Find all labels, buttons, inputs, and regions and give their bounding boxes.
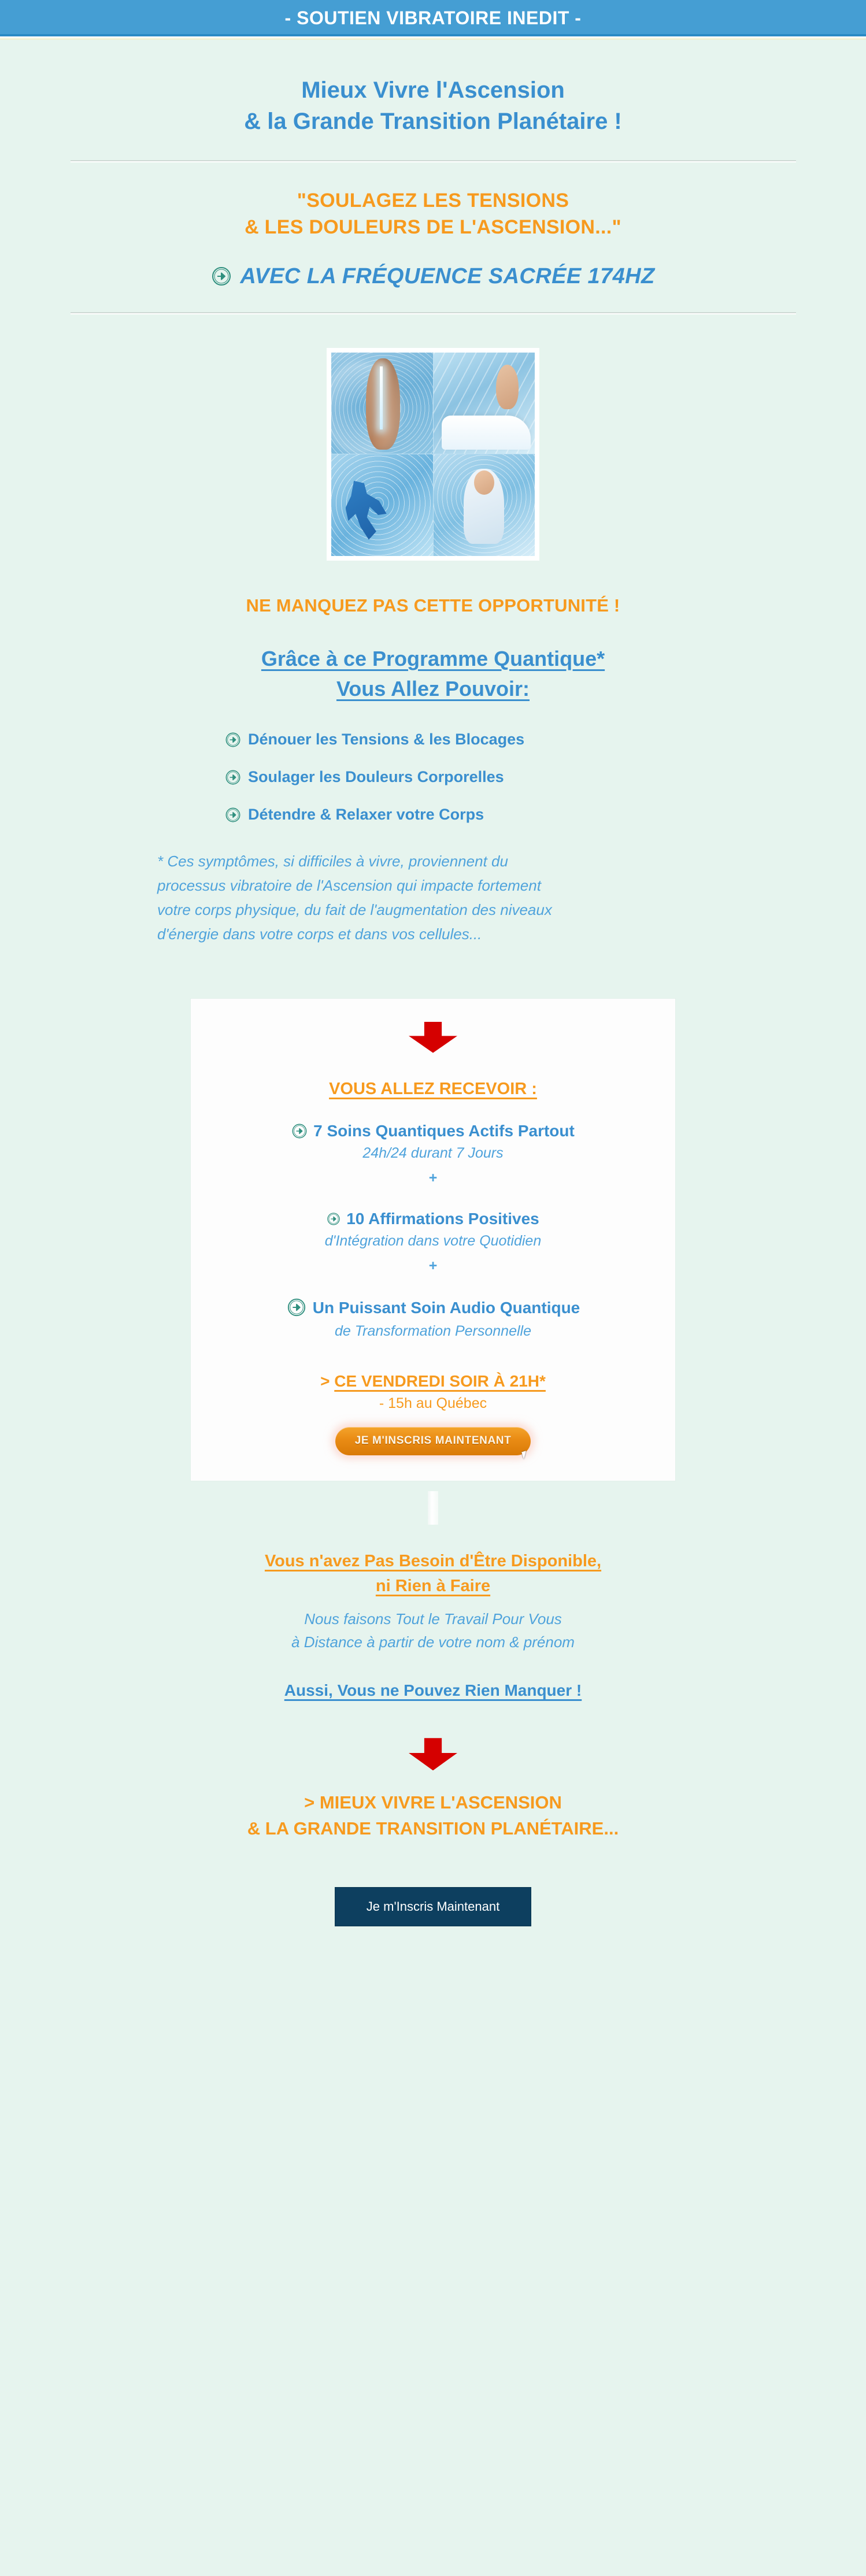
footnote-line-1: * Ces symptômes, si difficiles à vivre, proviennent du bbox=[157, 853, 508, 870]
banner-underline-rule bbox=[0, 36, 866, 40]
banner-title: - SOUTIEN VIBRATOIRE INEDIT - bbox=[284, 8, 582, 28]
collage-tile-bath bbox=[434, 353, 535, 454]
reassurance-text: Aussi, Vous ne Pouvez Rien Manquer ! bbox=[284, 1681, 582, 1700]
collage-tile-spine bbox=[331, 353, 433, 454]
availability-note-line-2: ni Rien à Faire bbox=[375, 1577, 491, 1596]
offer-item-title: 7 Soins Quantiques Actifs Partout bbox=[313, 1121, 575, 1140]
event-date-timezone: - 15h au Québec bbox=[379, 1395, 487, 1411]
list-item bbox=[225, 768, 751, 786]
footnote-line-4: d'énergie dans votre corps et dans vos cellules... bbox=[157, 925, 482, 943]
service-description bbox=[0, 1607, 866, 1654]
page-title-line-1: Mieux Vivre l'Ascension bbox=[301, 77, 565, 103]
final-callout-line-2: & LA GRANDE TRANSITION PLANÉTAIRE... bbox=[247, 1818, 619, 1839]
offer-item-subtitle: 24h/24 durant 7 Jours bbox=[362, 1144, 504, 1161]
opportunity-text: NE MANQUEZ PAS CETTE OPPORTUNITÉ ! bbox=[246, 595, 620, 616]
signup-button-orange[interactable] bbox=[335, 1427, 531, 1455]
divider-top bbox=[71, 160, 796, 161]
benefit-intro-line-2: Vous Allez Pouvoir: bbox=[336, 676, 530, 700]
circled-arrow-right-icon bbox=[211, 266, 232, 287]
plus-separator: + bbox=[428, 1257, 438, 1274]
top-banner bbox=[0, 0, 866, 36]
final-callout bbox=[0, 1790, 866, 1842]
availability-note bbox=[0, 1549, 866, 1599]
frequency-text: AVEC LA FRÉQUENCE SACRÉE 174HZ bbox=[240, 264, 655, 288]
benefit-intro-line-1: Grâce à ce Programme Quantique* bbox=[261, 646, 605, 670]
offer-item-subtitle: de Transformation Personnelle bbox=[335, 1322, 531, 1339]
red-down-arrow-icon bbox=[409, 1022, 457, 1053]
reassurance-line bbox=[0, 1681, 866, 1700]
offer-card-title: VOUS ALLEZ RECEVOIR : bbox=[329, 1079, 537, 1098]
list-item-label: Soulager les Douleurs Corporelles bbox=[248, 768, 504, 786]
page-title bbox=[0, 75, 866, 137]
collage-frame bbox=[327, 348, 539, 561]
subheadline-line-1: "SOULAGEZ LES TENSIONS bbox=[297, 190, 569, 212]
signup-button-navy[interactable]: Je m'Inscris Maintenant bbox=[335, 1887, 531, 1926]
offer-item-title: Un Puissant Soin Audio Quantique bbox=[312, 1298, 580, 1317]
circled-arrow-right-icon bbox=[327, 1212, 341, 1226]
list-item bbox=[225, 731, 751, 748]
availability-note-line-1: Vous n'avez Pas Besoin d'Être Disponible, bbox=[264, 1551, 602, 1570]
event-date-line bbox=[208, 1372, 658, 1391]
final-callout-line-1: > MIEUX VIVRE L'ASCENSION bbox=[304, 1792, 562, 1813]
footnote-paragraph bbox=[77, 849, 789, 946]
service-description-line-1: Nous faisons Tout le Travail Pour Vous bbox=[304, 1610, 562, 1628]
circled-arrow-right-icon bbox=[225, 732, 241, 748]
card-separator-stub bbox=[428, 1491, 438, 1525]
offer-item-title: 10 Affirmations Positives bbox=[346, 1209, 539, 1228]
event-date-text: CE VENDREDI SOIR À 21H* bbox=[334, 1372, 546, 1390]
list-item-label: Détendre & Relaxer votre Corps bbox=[248, 806, 484, 824]
final-button-wrapper bbox=[0, 1887, 866, 1926]
subheadline bbox=[0, 188, 866, 241]
signup-button-orange-label: JE M'INSCRIS MAINTENANT bbox=[354, 1434, 512, 1447]
list-item bbox=[225, 806, 751, 824]
offer-item bbox=[208, 1210, 658, 1228]
frequency-line bbox=[0, 264, 866, 289]
list-item-label: Dénouer les Tensions & les Blocages bbox=[248, 731, 525, 748]
mouse-cursor-icon bbox=[521, 1451, 528, 1459]
subheadline-line-2: & LES DOULEURS DE L'ASCENSION..." bbox=[245, 216, 621, 238]
offer-item bbox=[208, 1298, 658, 1318]
page-title-line-2: & la Grande Transition Planétaire ! bbox=[244, 109, 622, 134]
offer-card bbox=[191, 999, 675, 1481]
benefit-list bbox=[115, 731, 751, 824]
collage-tile-meditation bbox=[434, 454, 535, 556]
offer-item-subtitle: d'Intégration dans votre Quotidien bbox=[324, 1232, 542, 1249]
circled-arrow-right-icon bbox=[291, 1123, 308, 1139]
footnote-line-3: votre corps physique, du fait de l'augmentation des niveaux bbox=[157, 901, 552, 919]
collage-tile-runner bbox=[331, 454, 433, 556]
divider-below-frequency bbox=[71, 312, 796, 313]
footnote-line-2: processus vibratoire de l'Ascension qui impacte fortement bbox=[157, 877, 541, 895]
event-date-prefix: > bbox=[320, 1372, 330, 1390]
plus-separator: + bbox=[428, 1169, 438, 1186]
offer-item bbox=[208, 1122, 658, 1140]
service-description-line-2: à Distance à partir de votre nom & prénom bbox=[291, 1633, 575, 1651]
benefit-intro bbox=[0, 644, 866, 704]
image-collage bbox=[331, 353, 535, 556]
page-body bbox=[0, 75, 866, 1961]
circled-arrow-right-icon bbox=[225, 769, 241, 785]
circled-arrow-right-icon bbox=[286, 1298, 307, 1318]
red-down-arrow-icon bbox=[409, 1738, 457, 1770]
circled-arrow-right-icon bbox=[225, 807, 241, 823]
